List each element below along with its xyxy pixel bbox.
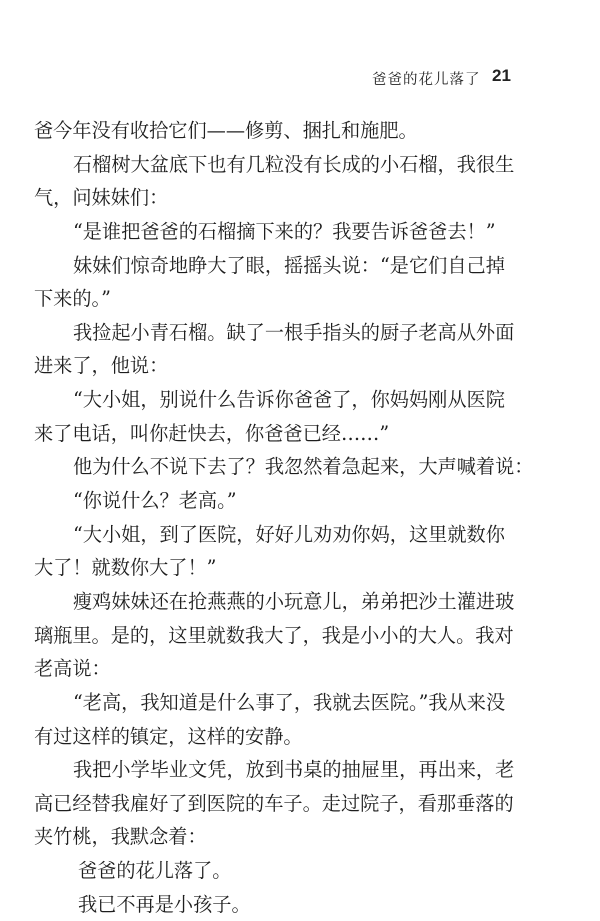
- text-line: “你说什么？老高。”: [73, 489, 237, 513]
- text-line: “大小姐，到了医院，好好儿劝劝你妈，这里就数你: [73, 522, 505, 546]
- text-line: 气，问妹妹们：: [34, 186, 169, 210]
- text-line: 大了！就数你大了！”: [34, 556, 217, 580]
- body-text: [34, 114, 534, 921]
- text-line: 璃瓶里。是的，这里就数我大了，我是小小的大人。我对: [34, 623, 514, 647]
- verse-line: 爸爸的花儿落了。: [78, 859, 232, 883]
- chapter-title: 爸爸的花儿落了: [372, 72, 481, 88]
- text-line: 老高说：: [34, 657, 111, 681]
- text-line: 进来了，他说：: [34, 354, 169, 378]
- page-number: 21: [492, 66, 511, 85]
- text-line: 他为什么不说下去了？我忽然着急起来，大声喊着说：: [73, 455, 534, 479]
- text-line: 下来的。”: [34, 287, 111, 311]
- text-line: 我把小学毕业文凭，放到书桌的抽屉里，再出来，老: [73, 758, 515, 782]
- verse-line: 我已不再是小孩子。: [78, 892, 251, 916]
- text-line: “老高，我知道是什么事了，我就去医院。”我从来没: [73, 690, 506, 714]
- text-line: 我捡起小青石榴。缺了一根手指头的厨子老高从外面: [73, 320, 515, 344]
- text-line: 石榴树大盆底下也有几粒没有长成的小石榴，我很生: [73, 152, 515, 176]
- text-line: “大小姐，别说什么告诉你爸爸了，你妈妈刚从医院: [73, 388, 505, 412]
- text-line: 来了电话，叫你赶快去，你爸爸已经……”: [34, 421, 390, 445]
- text-line: “是谁把爸爸的石榴摘下来的？我要告诉爸爸去！”: [73, 219, 496, 243]
- text-line: 妹妹们惊奇地睁大了眼，摇摇头说：“是它们自己掉: [73, 253, 505, 277]
- text-line: 有过这样的镇定，这样的安静。: [34, 724, 303, 748]
- text-line: 爸今年没有收拾它们——修剪、捆扎和施肥。: [34, 119, 418, 142]
- text-line: 夹竹桃，我默念着：: [34, 825, 207, 849]
- text-line: 瘦鸡妹妹还在抢燕燕的小玩意儿，弟弟把沙土灌进玻: [73, 589, 515, 613]
- running-header: [0, 66, 600, 90]
- text-line: 高已经替我雇好了到医院的车子。走过院子，看那垂落的: [34, 791, 514, 815]
